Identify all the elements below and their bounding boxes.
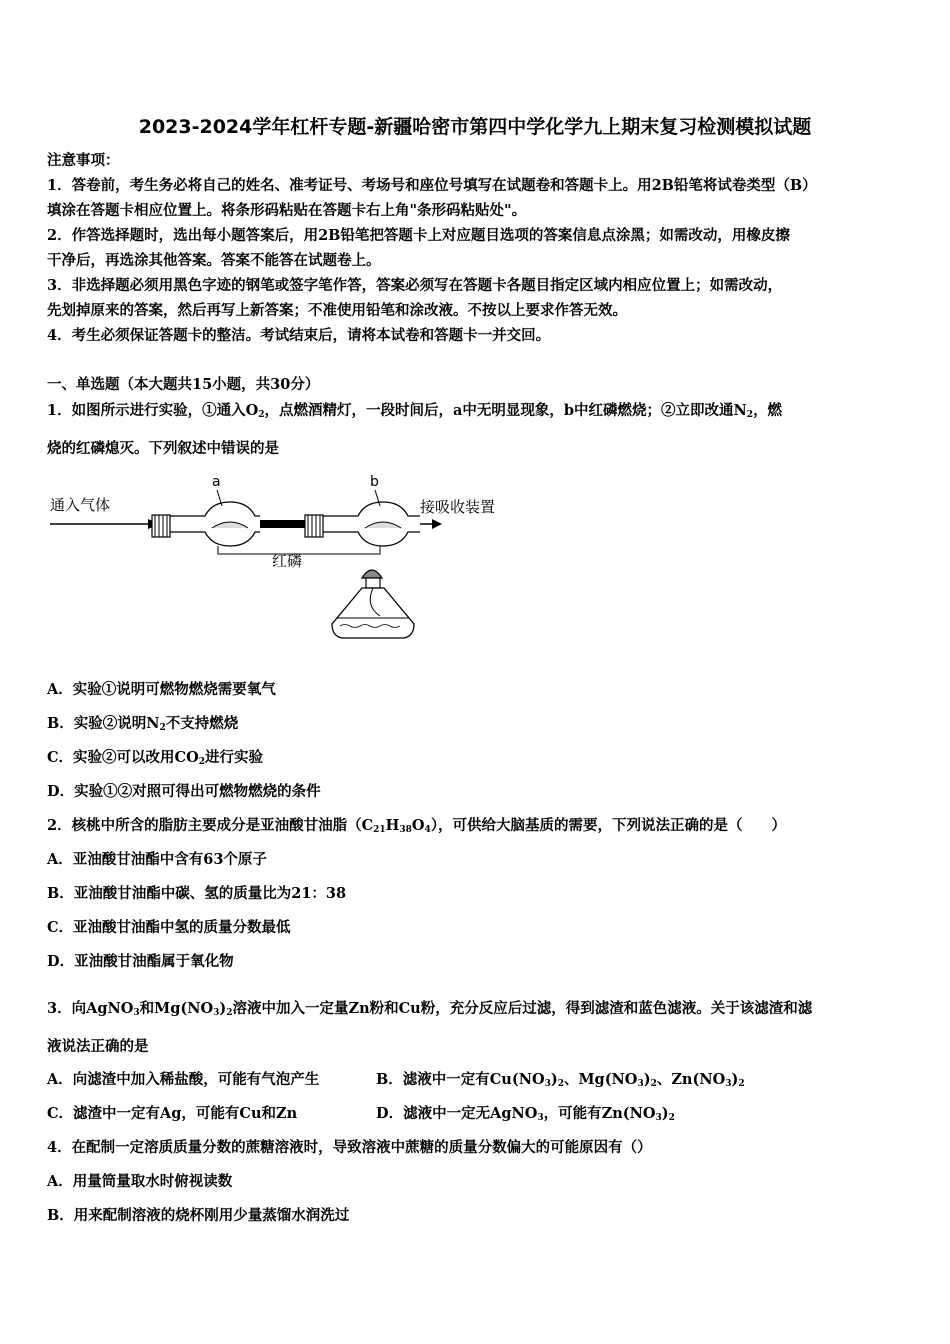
lamp-cap [362, 570, 382, 578]
q3-option-a: A．向滤渣中加入稀盐酸，可能有气泡产生 [47, 1071, 320, 1088]
q3-stem-line1: 3．向AgNO$_3$和$Mg(NO_3)_2$溶液中加入一定量Zn粉和Cu粉，充分反应后过滤，得到滤渣和蓝色滤液。关于该滤渣和滤 [47, 1000, 813, 1018]
q4-option-a: A．用量筒量取水时俯视读数 [47, 1173, 233, 1190]
notice-item-3-cont: 先划掉原来的答案，然后再写上新答案；不准使用铅笔和涂改液。不按以上要求作答无效。 [47, 302, 627, 319]
q2-option-a: A．亚油酸甘油酯中含有63个原子 [47, 851, 267, 868]
page-title: 2023-2024学年杠杆专题-新疆哈密市第四中学化学九上期末复习检测模拟试题 [138, 116, 812, 138]
section-heading: 一、单选题（本大题共15小题，共30分） [47, 376, 320, 393]
notice-item-1: 1．答卷前，考生务必将自己的姓名、准考证号、考场号和座位号填写在试题卷和答题卡上。用2B铅笔将试卷类型（B） [47, 177, 817, 194]
q1-stem-line2: 烧的红磷熄灭。下列叙述中错误的是 [47, 440, 279, 457]
label-outlet: 接吸收装置 [420, 498, 496, 516]
notice-heading: 注意事项： [47, 152, 120, 169]
experiment-diagram [40, 466, 540, 666]
q1-stem-line1: 1．如图所示进行实验，①通入$O_2$，点燃酒精灯，一段时间后，a中无明显现象，b中红磷燃烧；②立即改通$N_2$，燃 [47, 402, 783, 420]
label-a: a [212, 474, 221, 490]
connector [260, 520, 305, 528]
q2-option-c: C．亚油酸甘油酯中氢的质量分数最低 [47, 919, 291, 936]
notice-item-2: 2．作答选择题时，选出每小题答案后，用2B铅笔把答题卡上对应题目选项的答案信息点涂黑；如需改动，用橡皮擦 [47, 227, 790, 244]
label-b: b [370, 474, 379, 490]
label-inlet: 通入气体 [50, 496, 111, 514]
q4-stem: 4．在配制一定溶质质量分数的蔗糖溶液时，导致溶液中蔗糖的质量分数偏大的可能原因有（） [47, 1139, 652, 1156]
label-red-phosphorus: 红磷 [272, 552, 303, 570]
notice-item-4: 4．考生必须保证答题卡的整洁。考试结束后，请将本试卷和答题卡一并交回。 [47, 327, 551, 344]
notice-item-2-cont: 干净后，再选涂其他答案。答案不能答在试题卷上。 [47, 252, 381, 269]
lamp-body [332, 588, 414, 638]
tube-a [170, 502, 260, 546]
q2-option-b: B．亚油酸甘油酯中碳、氢的质量比为21：38 [47, 885, 347, 902]
notice-item-1-cont: 填涂在答题卡相应位置上。将条形码粘贴在答题卡右上角"条形码粘贴处"。 [47, 202, 527, 219]
notice-item-3: 3．非选择题必须用黑色字迹的钢笔或签字笔作答，答案必须写在答题卡各题目指定区域内相应位置上；如需改动， [47, 277, 783, 294]
lamp-neck [366, 578, 380, 588]
q3-option-b: B．滤液中一定有$Cu(NO_3)_2$、$Mg(NO_3)_2$、$Zn(NO_3)_2$ [376, 1071, 745, 1089]
q3-option-d: D．滤液中一定无AgNO$_3$，可能有$Zn(NO_3)_2$ [376, 1105, 675, 1123]
q1-option-a: A．实验①说明可燃物燃烧需要氧气 [47, 681, 276, 698]
q3-option-c: C．滤渣中一定有Ag，可能有Cu和Zn [47, 1105, 298, 1122]
q2-option-d: D．亚油酸甘油酯属于氧化物 [47, 953, 234, 970]
phosphorus-a [212, 522, 248, 528]
q1-option-c: C．实验②可以改用$CO_2$进行实验 [47, 749, 263, 767]
phosphorus-b [365, 522, 401, 528]
outlet-arrow-head [432, 519, 442, 529]
q1-option-d: D．实验①②对照可得出可燃物燃烧的条件 [47, 783, 321, 800]
q1-option-b: B．实验②说明$N_2$不支持燃烧 [47, 715, 239, 733]
q4-option-b: B．用来配制溶液的烧杯刚用少量蒸馏水润洗过 [47, 1207, 350, 1224]
q2-stem: 2．核桃中所含的脂肪主要成分是亚油酸甘油脂$(C_{21}H_{38}O_4)$，可供给大脑基质的需要，下列说法正确的是（ ） [47, 817, 787, 835]
q3-stem-line2: 液说法正确的是 [47, 1038, 149, 1055]
